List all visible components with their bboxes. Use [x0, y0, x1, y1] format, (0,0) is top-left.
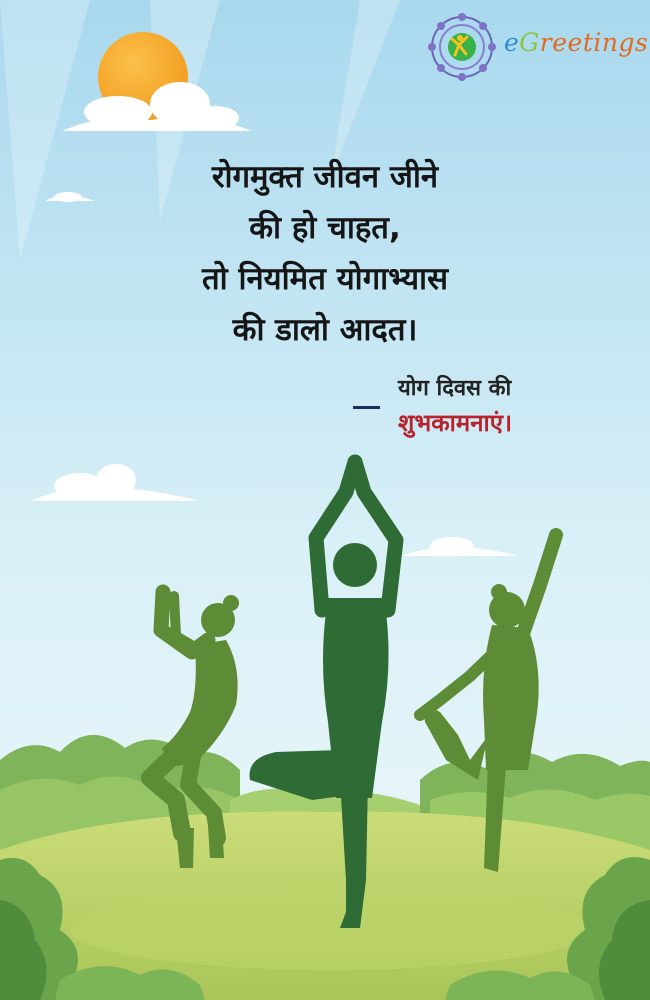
wish-line-1: योग दिवस की — [398, 376, 512, 401]
quote-line: की डालो आदत। — [232, 312, 418, 348]
egreetings-logo — [426, 12, 649, 82]
quote-line: तो नियमित योगाभ्यास — [201, 261, 449, 297]
yoga-quote — [100, 152, 550, 356]
signature-dash — [353, 406, 380, 409]
logo-wordmark: eGreetings — [504, 28, 649, 57]
mandala-logo-icon — [426, 12, 498, 82]
yoga-day-wishes — [398, 372, 512, 440]
quote-line: की हो चाहत, — [249, 210, 401, 246]
quote-line: रोगमुक्त जीवन जीने — [211, 159, 439, 195]
wish-line-2: शुभकामनाएं। — [398, 409, 513, 437]
